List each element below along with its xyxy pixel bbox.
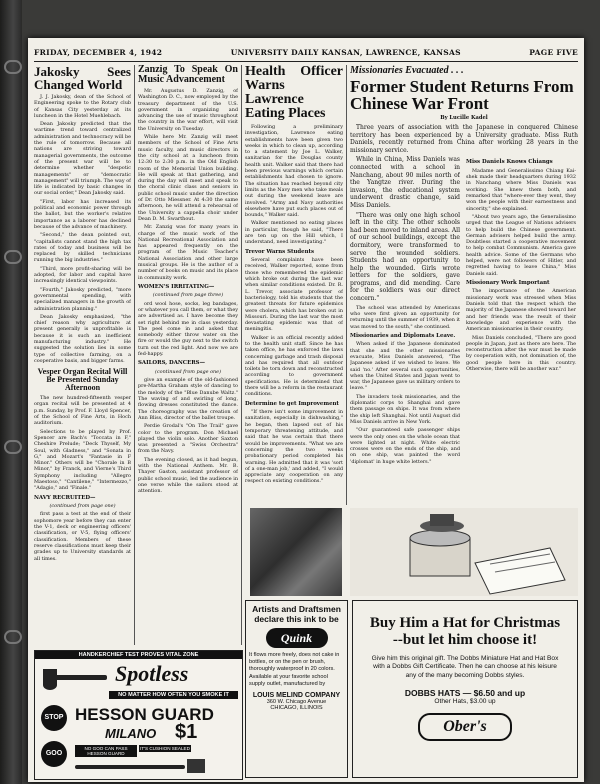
article-paragraph: "Our guaranteed safe passenger ships were the only ones on the whole ocean that were lighted at night. White electric crosses were on the ends of the ship, and on one ship, was painted the word 'diplomat' in huge white letters." xyxy=(350,427,460,465)
subhead-improvement: Determine to get Improvement xyxy=(245,400,339,407)
column-divider xyxy=(241,65,242,645)
article-paragraph: Three years of association with the Japanese in conquered Chinese territory has been experienced by a University graduate. Miss Ruth Daniels, recently returned from China after working 28 years in the missionary service. xyxy=(350,124,578,154)
header-rule xyxy=(34,61,578,62)
headline-vesper: Vesper Organ Recital Will Be Presented Sunday Afternoon xyxy=(37,367,128,393)
price-label: $1 xyxy=(175,721,198,743)
binder-ring xyxy=(4,60,22,74)
dobbs-hat-ad xyxy=(352,600,578,778)
headline-jakosky: Jakosky Sees Changed World xyxy=(34,65,131,92)
feature-lead xyxy=(350,124,578,156)
article-paragraph: Dean Jakosky predicted that the wartime trend toward centralized administration and technocracy will be the rule of tomorrow. Because all nations are striving toward managerial governments, the outcome of the present war will be to determine whether "despotic managements" or "democratic management" will triumph. The way of life is indicated by basic changes in our social order," Dean Jakosky said. xyxy=(34,121,131,197)
article-paragraph: Selections to be played by Prof. Spencer are Bach's "Toccata in F," Cheshire Prelude; "Deck Thyself, My Soul, with Gladness," and "Sonata in G," and Mozart's "Fantasie in F Minor." Others will be "Chorale in B Minor," by Franck, and Vierne's Third Symphony including "Allegro Maestoso," "Cantilene," "Intermezzo," "Adagio," and "Finale." xyxy=(34,428,131,492)
page-header xyxy=(34,48,578,60)
other-hats-price: Other Hats, $3.00 up xyxy=(434,698,496,706)
article-paragraph: "Second," the dean pointed out, "capitalists cannot stand the high tax rates of today and business will be replaced by skilled technicians running the big industries." xyxy=(34,232,131,264)
quink-maker: LOUIS MELIND COMPANY xyxy=(252,692,341,700)
feature-column-b xyxy=(466,156,576,486)
article-paragraph: ord wool hose, socks, leg bandages, or whatever you call them, or what they are advertised as. I have become they set right behind me in class yesterday. The peel come in and asked that somebody either throw water on the fire or would the guy next to the switch turn out the red light. And now we are fed-happy. xyxy=(138,300,238,358)
article-paragraph: The school was attended by Americans who were first given an opportunity for returning until the summer of 1939, when it was moved to the south," she continued. xyxy=(350,304,460,330)
article-paragraph: While in China, Miss Daniels was connected with a school in Nanchang, about 90 miles north of the Yangtze river. During the invasion, the educational system underwent drastic change, said Miss Daniels. xyxy=(350,156,460,209)
stop-badge: STOP xyxy=(41,705,67,731)
quink-address: 360 W. Chicago Avenue xyxy=(266,699,327,706)
cushion-sealed-note: IT'S CUSHION SEALED xyxy=(140,746,190,751)
article-paragraph: Perdie Grodal's "On The Trail" gave color to the program. Don Michael played the violin solo. Another Saxton was presented a "Swiss Orchestra" from the Navy. xyxy=(138,423,238,455)
article-paragraph: The importance of the American missionary work was stressed when Miss Daniels told that the respect which the majority of the Japanese showed toward her and her friends was the result of their knowledge and experience with the American missionaries in their country. xyxy=(466,288,576,333)
quink-logo: Quink xyxy=(266,628,328,648)
obers-store-logo: Ober's xyxy=(418,713,512,741)
dobbs-price: DOBBS HATS — $6.50 and up xyxy=(404,688,526,699)
column-1 xyxy=(34,65,131,645)
article-paragraph: The new hundred-fifteenth vesper organ recital will be presented at 4 p.m. Sunday, by Prof. F. Lloyd Spencer, of the School of Fine Arts, in Hoch auditorium. xyxy=(34,395,131,427)
subhead-missionaries-leave: Missionaries and Diplomats Leave. xyxy=(350,332,456,339)
column-3 xyxy=(245,65,343,505)
headline-sailors-dancers: SAILORS, DANCERS— xyxy=(138,360,205,367)
continued-note: (continued from page one) xyxy=(155,368,221,375)
headline-former-student: Former Student Returns From Chinese War Front xyxy=(350,77,574,113)
missionary-feature xyxy=(350,65,578,505)
subhead-chiangs: Miss Daniels Knows Chiangs xyxy=(466,159,553,166)
subhead-trevor: Trevor Warns Students xyxy=(245,248,315,255)
subhead-missionary-work: Missionary Work Important xyxy=(466,279,550,286)
quink-ad xyxy=(245,600,348,778)
article-paragraph: Walker is an official recently added to the health unit staff. Since he has taken office, he has enforced the laws concerning garbage and trash disposal and has required that all outdoor toilets be torn down and reconstructed according to government specifications. He is determined that there will be a reform in the restaurant conditions. xyxy=(245,334,343,398)
binder-ring xyxy=(4,250,22,264)
pipe-icon xyxy=(39,665,109,691)
continued-note: (continued from page one) xyxy=(49,503,116,510)
headline-womens-irritating: WOMEN'S IRRITATING— xyxy=(138,283,215,290)
article-paragraph: While here Mr. Zanzig will meet members of the School of Fine Arts music faculty, and music directors in the city school at a luncheon from 12:30 to 2:30 p.m. in the Old English room of the Memorial Union building. He will speak at that gathering, and during the day will meet and speak to the choral clinic class and seniors in public school music under the direction of Dr. Otto Miessner. At 4:30 the same afternoon, he will attend a rehearsal of the University a cappella choir under Dean D. M. Swarthout. xyxy=(138,134,238,222)
milano-label: MILANO xyxy=(105,726,157,741)
header-page-number: PAGE FIVE xyxy=(529,48,578,57)
article-paragraph: When asked if the Japanese dominated that she and the other missionaries evacuate, Miss Daniels answered, "The Japanese asked if we wished to leave. We said 'no.' After several such opportunities, when the United States and Japan went to war, the Japanese gave us military orders to leave." xyxy=(350,341,460,392)
column-divider xyxy=(346,65,347,505)
hat-ad-subheadline: --but let him choose it! xyxy=(392,632,538,648)
article-paragraph: Several complaints have been received, Walker reported, some from those who remembered the epidemic which broke out during the last war when similar conditions existed. Dr. R. L. Trevor, associate professor of bacteriology, told his students that the greatest threats for future epidemics were cholera, which has broken out in Missouri. During the last war the most devastating epidemic was that of meningitis. xyxy=(245,257,343,333)
spotless-top-banner: HANDKERCHIEF TEST PROVES VITAL ZONE xyxy=(35,651,242,659)
newspaper-page xyxy=(28,38,584,782)
hat-ad-headline: Buy Him a Hat for Christmas xyxy=(369,615,561,631)
hat-ad-body: Give him this original gift. The Dobbs Miniature Hat and Hat Box with a Dobbs Gift Certificate. Then he can choose at his leisure any of the many becoming Dobbs styles. xyxy=(371,655,559,679)
article-paragraph: J. J. Jakosky, dean of the School of Engineering spoke to the Rotary club of Kansas City yesterday at its luncheon in the Hotel Muehlebach. xyxy=(34,94,131,119)
binder-spine xyxy=(0,0,22,784)
byline: By Lucille Kadel xyxy=(440,115,488,121)
quink-ad-body: It flows more freely, does not cake in bottles, or on the pen or brush, thoroughly waterproof in 20 colors. Available at your favorite school supply outlet, manufactured by xyxy=(249,652,340,687)
article-paragraph: Madame and Generalissimo Chiang Kai-shek made their headquarters during 1932 in Nanchang where Miss Daniels was working. She knew them both, and remarked that "where-ever they went, they won the people with their earnestness and sincerity," she explained. xyxy=(466,167,576,212)
article-paragraph: "Third, more profit-sharing will be adopted, for labor and capital have increasingly identical viewpoints. xyxy=(34,265,131,285)
headline-zanzig: Zanzig To Speak On Music Advancement xyxy=(138,65,238,85)
article-paragraph: Dean Jakosky emphasized, "the chief reason why agriculture at present generally is unprofitable is because it is such an inefficient manufacturing industry." He suggested the solution lies in some type of collective farming, on a cooperative basis, and bigger farms. xyxy=(34,313,131,364)
article-paragraph: The evening closed, as it had begun, with the National Anthem. Mr. B. Thayer Gaston, assistant professor of public school music, led the audience in one verse while the sailors stood at attention. xyxy=(138,456,238,495)
goo-badge: GOO xyxy=(41,741,67,767)
kicker: Missionaries Evacuated . . . xyxy=(350,65,464,76)
column-2 xyxy=(138,65,238,645)
hat-box-icon xyxy=(350,508,578,596)
article-paragraph: Mr. Augustus D. Zanzig, of Washington D. C., now employed by the treasury department of the U.S. government in organizing and advancing the use of music throughout the country in the war effort, will visit the University on Tuesday. xyxy=(138,88,238,132)
article-paragraph: "About two years ago, the Generalissimo urged that the League of Nations advisers to help build the Chinese government. German advisers helped build the army. Doubtless started a cooperative movement to help combat Communism. America gave health advice. Some of the Germans who helped, were not followers of Hitler, and regretted having to leave China," Miss Daniels said. xyxy=(466,213,576,277)
quink-ad-title: Artists and Draftsmen declare this ink to be xyxy=(252,604,341,624)
article-paragraph: "There was only one high school left in the city. The other schools had been moved to inland areas. All of our school buildings, except the dormitory, were transformed to serve the wounded soldiers. Students had an opportunity to help the wounded. Girls wrote letters for the soldiers, gave programs, and did mending. Care for the soldiers was our direct concern." xyxy=(350,211,460,303)
article-paragraph: Miss Daniels concluded, "There are good people in Japan, just as there are here. The reconstruction after the war must be made by cooperation with, not domination of, the good people here in this country. Otherwise, there will be another war." xyxy=(466,334,576,372)
hat-illustration xyxy=(350,508,578,596)
spotless-brand: Spotless xyxy=(115,661,189,686)
feature-column-a xyxy=(350,156,460,486)
article-paragraph: Following a preliminary investigation, Lawrence eating establishments have been given two weeks in which to clean up, according to a statement by Joe L. Walker, sanitarian for the Douglas county health unit. Walker said that there had been previous warnings which certain establishments had chosen to ignore. The situation has reached beyond city limits as the Navy men who take meals out during the weekend leave are involved. "Army and Navy authorities elsewhere have put such places out of bounds," Walker said. xyxy=(245,124,343,219)
quink-city: CHICAGO, ILLINOIS xyxy=(270,705,323,712)
article-paragraph: "First, labor has increased its political and economic power through the ballot, but the worker's relative importance as a laborer has declined because of the advance of machinery. xyxy=(34,198,131,230)
article-paragraph: "If there isn't some improvement in sanitation, especially in dishwashing," he began, then lapsed out of his temporary threatening attitude, and said that he was certain that there would be improvements. "What we are concerning the two weeks probationary period completed his warning. He admitted that it was 'sort of a one-man job,' and added, "I would appreciate any cooperation on any respect on existing conditions." xyxy=(245,409,343,485)
pipe-icon xyxy=(75,759,235,775)
article-paragraph: Mr. Zanzig was for many years in charge of the music work of the National Recreational Association and has appeared frequently on the program of the Music Teacher's National Association and other large musical groups. He is the author of a number of books on music and its place in community work. xyxy=(138,224,238,281)
article-paragraph: first pass a test at the end of their sophomore year before they can enter the V-1, deck or engineering officers' classification, or V-5, flying officers' classification. Members of these reserve classifications must keep their grades up to University standards at all times. xyxy=(34,511,131,562)
headline-health-officer: Health Officer Warns Lawrence Eating Places xyxy=(245,65,343,121)
header-date: FRIDAY, DECEMBER 4, 1942 xyxy=(34,48,163,57)
continued-note: (continued from page three) xyxy=(152,292,224,299)
headline-navy: NAVY RECRUITED— xyxy=(34,494,96,501)
article-paragraph: The invaders took missionaries, and the diplomatic corps to Shanghai and gave them passage on ships. It was from where the ship left Shanghai. Not until August did Miss Daniels arrive in New York. xyxy=(350,393,460,425)
news-photo xyxy=(250,508,342,596)
spotless-tagline: NO MATTER HOW OFTEN YOU SMOKE IT xyxy=(109,691,238,699)
binder-ring xyxy=(4,630,22,644)
article-paragraph: Walker mentioned no eating places in particular, though he said, "There are ten up on the Hill which, I understand, need investigating." xyxy=(245,220,343,246)
article-paragraph: "Fourth," Jakosky predicted, "more governmental spending, with specialized managers in the growth of administration planning." xyxy=(34,286,131,312)
no-goo-note: NO GOO CAN PASS HESSON GUARD xyxy=(75,745,137,757)
hesson-guard-brand: HESSON GUARD xyxy=(75,705,214,724)
binder-ring xyxy=(4,440,22,454)
spotless-pipe-ad xyxy=(34,650,243,780)
header-masthead: UNIVERSITY DAILY KANSAN, LAWRENCE, KANSAS xyxy=(230,48,461,57)
article-paragraph: give an example of the old-fashioned pre-Martha Graham style of dancing to the melody of the "Blue Danube Waltz." The waving of and swirling of long, flowing dresses constituted the dance. The choreography was the creation of Ann Bliss, director of the ballet troupe. xyxy=(138,377,238,421)
column-divider xyxy=(134,65,135,645)
